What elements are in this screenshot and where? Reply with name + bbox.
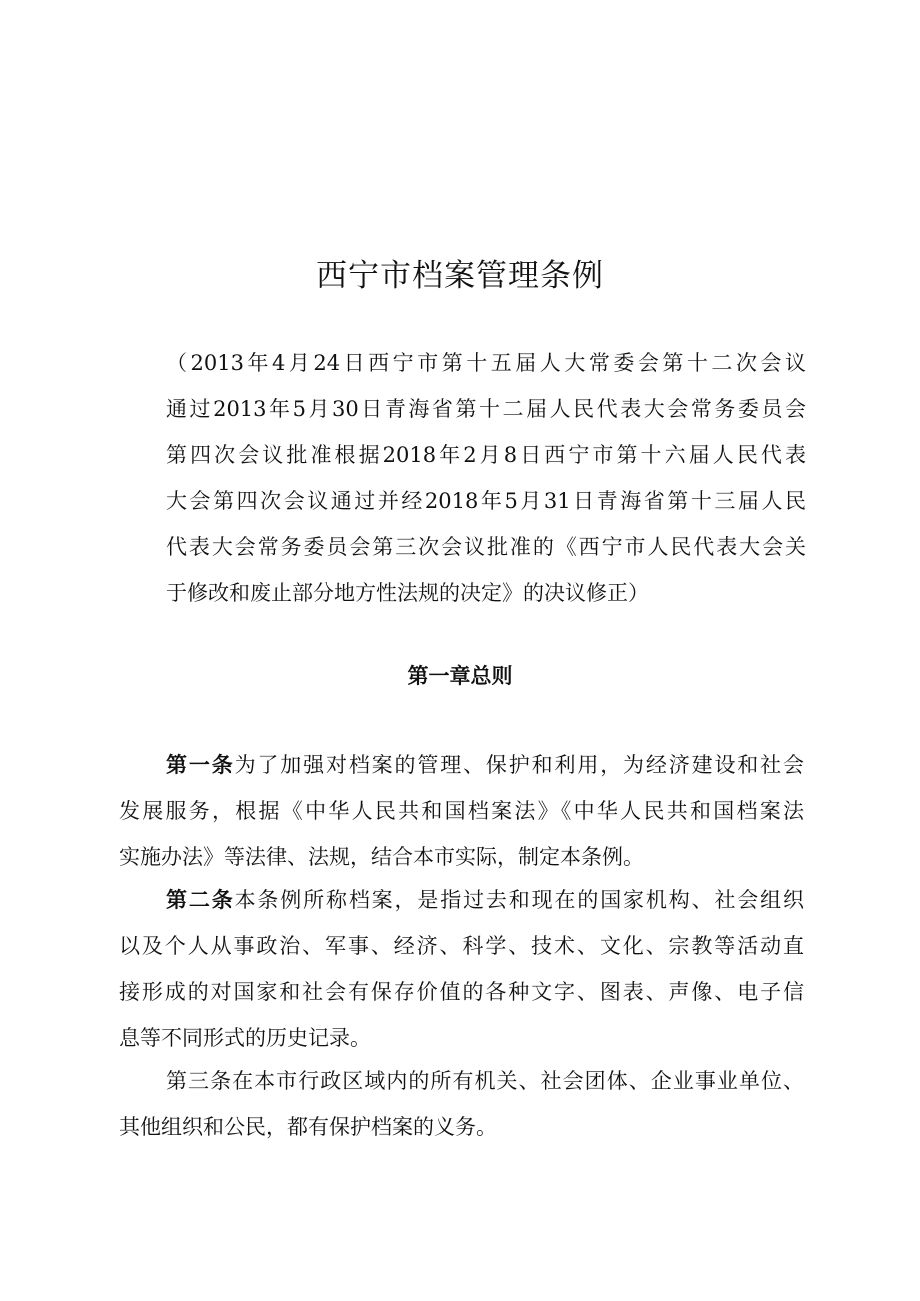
article-2 <box>119 877 804 1061</box>
article-line: 以及个人从事政治、军事、经济、科学、技术、文化、宗教等活动直 <box>119 934 804 958</box>
article-line <box>119 1058 804 1104</box>
article-line: 实施办法》等法律、法规，结合本市实际，制定本条例。 <box>119 845 644 869</box>
document-title: 西宁市档案管理条例 <box>316 258 604 294</box>
article-text: 在本市行政区域内的所有机关、社会团体、企业事业单位、 <box>232 1069 804 1093</box>
preamble-line: 大会第四次会议通过并经2018年5月31日青海省第十三届人民 <box>166 489 806 513</box>
article-number: 第二条 <box>166 888 235 912</box>
article-line <box>119 742 804 788</box>
preamble-line: 通过2013年5月30日青海省第十二届人民代表大会常务委员会 <box>166 397 806 421</box>
preamble-line: 第四次会议批准根据2018年2月8日西宁市第十六届人民代表 <box>166 443 806 467</box>
article-1 <box>119 742 804 880</box>
preamble-line: 于修改和废止部分地方性法规的决定》的决议修正） <box>166 581 649 605</box>
article-line: 接形成的对国家和社会有保存价值的各种文字、图表、声像、电子信 <box>119 980 804 1004</box>
article-text: 本条例所称档案，是指过去和现在的国家机构、社会组织 <box>234 888 805 912</box>
article-line <box>119 877 804 923</box>
article-line: 息等不同形式的历史记录。 <box>119 1026 371 1050</box>
article-number: 第一条 <box>166 753 235 777</box>
preamble-line: （2013年4月24日西宁市第十五届人大常委会第十二次会议 <box>166 351 806 375</box>
preamble-line: 代表大会常务委员会第三次会议批准的《西宁市人民代表大会关 <box>166 535 806 559</box>
article-number: 第三条 <box>166 1069 233 1093</box>
article-line: 发展服务，根据《中华人民共和国档案法》《中华人民共和国档案法 <box>119 799 804 823</box>
article-text: 为了加强对档案的管理、保护和利用，为经济建设和社会 <box>234 753 805 777</box>
article-line: 其他组织和公民，都有保护档案的义务。 <box>119 1115 497 1139</box>
article-3 <box>119 1058 804 1150</box>
chapter-heading: 第一章总则 <box>407 664 513 688</box>
adoption-history-note <box>166 340 806 616</box>
